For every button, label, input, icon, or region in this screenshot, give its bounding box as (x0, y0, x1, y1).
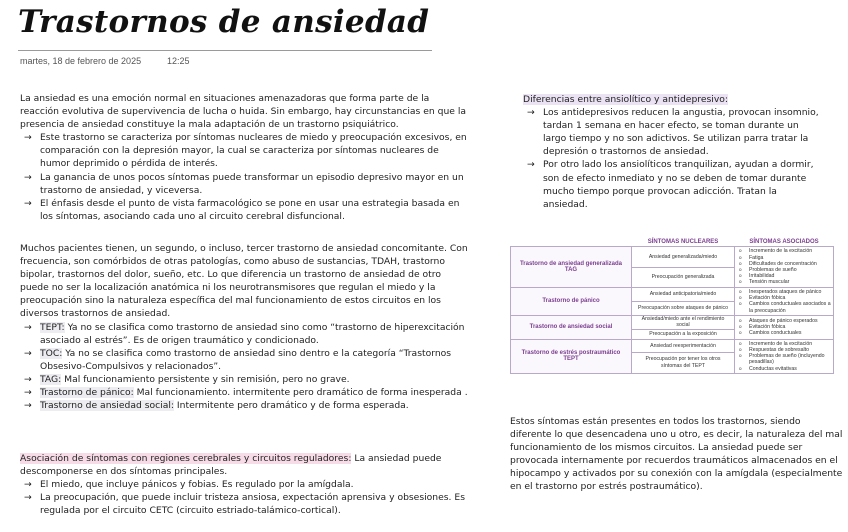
header-nuclear: SÍNTOMAS NUCLEARES (632, 237, 735, 247)
disorder-text: Ya no se clasifica como trastorno de ansiedad sino como “trastorno de hiperexcitación asociado al estrés”. Es de origen traumático y condicionado. (40, 321, 465, 346)
nuclear-cell: Ansiedad anticipatoria/miedo (632, 288, 735, 302)
disorder-text: Mal funcionamiento. intermitente pero dramático de forma inesperada . (133, 387, 468, 399)
intro-bullet-list (20, 131, 468, 223)
disorder-text: Mal funcionamiento persistente y sin remisión, pero no grave. (61, 373, 350, 385)
disorder-item-tept (20, 321, 472, 347)
nuclear-cell: Preocupación a la exposición (632, 329, 735, 339)
nuclear-cell: Preocupación sobre ataques de pánico (632, 301, 735, 315)
assoc-item: o Problemas de sueño (737, 267, 831, 273)
row-label-social: Trastorno de ansiedad social (511, 315, 632, 339)
disorder-term: Trastorno de pánico: (40, 387, 134, 399)
closing-section (510, 415, 844, 494)
intro-paragraph: La ansiedad es una emoción normal en situaciones amenazadoras que forma parte de la reacción evolutiva de supervivencia de lucha o huida. Sin embargo, hay circunstancias en que la presencia de ansiedad constituye la mala adaptación de un trastorno psiquiátrico. (20, 93, 467, 131)
assoc-item: o Respuestas de sobresalto (737, 347, 831, 353)
intro-bullet: → La ganancia de unos pocos síntomas puede transformar un episodio depresivo mayor en un trastorno de ansiedad, y viceversa. (20, 171, 468, 197)
assoc-item: o Cambios conductuales (737, 330, 831, 336)
intro-bullet: → Este trastorno se caracteriza por síntomas nucleares de miedo y preocupación excesivos, en comparación con la depresión mayor, la cual se caracteriza por síntomas nucleares de humor deprimido o pérdida de interés. (20, 131, 468, 170)
assoc-cell (735, 288, 834, 316)
assoc-item: o Evitación fóbica (737, 324, 831, 330)
association-section (20, 452, 468, 517)
disorder-term: TEPT: (40, 321, 65, 333)
association-bullet: → El miedo, que incluye pánicos y fobias. Es regulado por la amígdala. (20, 478, 468, 491)
table-row (511, 339, 834, 352)
differences-bullet: → Los antidepresivos reducen la angustia, provocan insomnio, tardan 1 semana en hacer efecto, se toman durante un largo tiempo y no son adictivos. Se utilizan parra tratar la depresión o trastornos de ansiedad. (523, 106, 823, 158)
assoc-item: o Problemas de sueño (incluyendo pesadillas) (737, 353, 831, 365)
association-paragraph (20, 452, 468, 478)
disorder-item-toc (20, 347, 472, 373)
nuclear-cell: Preocupación generalizada (632, 267, 735, 288)
association-heading: Asociación de síntomas con regiones cerebrales y circuitos reguladores: (20, 453, 352, 464)
row-label-panic: Trastorno de pánico (511, 288, 632, 316)
closing-paragraph: Estos síntomas están presentes en todos los trastornos, siendo diferente lo que desencadena uno u otro, es decir, la naturaleza del mal funcionamiento de los mismos circuitos. La ansiedad puede ser provocada internamente por recuerdos traumáticos almacenados en el hipocampo y activados por su conexión con la amígdala (especialmente en el trastorno por estrés postraumático). (510, 416, 843, 493)
association-bullet: → La preocupación, que puede incluir tristeza ansiosa, expectación aprensiva y obsesiones. Es regulada por el circuito CETC (circuito estriado-talámico-cortical). (20, 491, 468, 517)
assoc-item: o Incremento de la excitación (737, 248, 831, 254)
disorder-term: Trastorno de ansiedad social: (40, 400, 175, 412)
table-header-row (511, 237, 834, 247)
assoc-item: o Inesperados ataques de pánico (737, 289, 831, 295)
assoc-item: o Evitación fóbica (737, 295, 831, 301)
table-row (511, 315, 834, 329)
association-text: La ansiedad puede descomponerse en dos síntomas principales. (20, 453, 442, 478)
page-title: Trastornos de ansiedad (18, 4, 430, 40)
differences-bullet-list (523, 106, 823, 211)
assoc-item: o Incremento de la excitación (737, 341, 831, 347)
assoc-item: o Ataques de pánico esperados (737, 318, 831, 324)
disorder-text: Intermitente pero dramático y de forma esperada. (174, 400, 409, 412)
disorder-item-social (20, 399, 472, 412)
table-row (511, 288, 834, 302)
nuclear-cell: Ansiedad reexperimentación (632, 339, 735, 352)
assoc-cell (735, 247, 834, 288)
assoc-cell (735, 315, 834, 339)
assoc-item: o Irritabilidad (737, 273, 831, 279)
disorder-text: Ya no se clasifica como trastorno de ansiedad sino dentro e la categoría “Trastornos Obsesivo-Compulsivos y relacionados”. (40, 347, 452, 372)
disorder-item-panic (20, 386, 472, 399)
symptoms-table-image (510, 237, 840, 374)
assoc-item: o Conductas evitativas (737, 366, 831, 372)
note-date: martes, 18 de febrero de 2025 (20, 56, 142, 66)
disorder-term: TAG: (40, 373, 62, 385)
symptoms-table (510, 237, 834, 374)
assoc-item: o Cambios conductuales asociados a la preocupación (737, 301, 831, 313)
association-bullet-list (20, 478, 468, 517)
table-row (511, 247, 834, 268)
differences-bullet: → Por otro lado los ansiolíticos tranquilizan, ayudan a dormir, son de efecto inmediato y no se deben de tomar durante mucho tiempo porque provocan adicción. Tratan la ansiedad. (523, 158, 823, 210)
comorbidity-paragraph: Muchos pacientes tienen, un segundo, o incluso, tercer trastorno de ansiedad concomitante. Con frecuencia, son comórbidos de otras patologías, como abuso de sustancias, TDAH, trastorno bipolar, trastornos del dolor, sueño, etc. Lo que diferencia un trastorno de ansiedad de otro puede no ser la localización anatómica ni los neurotransmisores que regulan el miedo y la preocupación sino la naturaleza específica del mal funcionamiento de estos circuitos en los diversos trastornos de ansiedad. (20, 243, 468, 320)
disorder-item-tag (20, 373, 472, 386)
disorder-list (20, 321, 472, 413)
comorbidity-section (20, 242, 472, 412)
header-associated: SÍNTOMAS ASOCIADOS (735, 237, 834, 247)
nuclear-cell: Ansiedad/miedo ante el rendimiento social (632, 315, 735, 329)
intro-section (20, 92, 468, 223)
assoc-item: o Fatiga (737, 255, 831, 261)
differences-section (523, 93, 823, 211)
nuclear-cell: Preocupación por tener los otros síntomas del TEPT (632, 352, 735, 373)
intro-bullet: → El énfasis desde el punto de vista farmacológico se pone en usar una estrategia basada en los síntomas, asociando cada uno al circuito cerebral disfuncional. (20, 197, 468, 223)
assoc-cell (735, 339, 834, 373)
note-time: 12:25 (167, 56, 190, 66)
differences-heading: Diferencias entre ansiolítico y antidepresivo: (523, 94, 728, 105)
row-label-tag: Trastorno de ansiedad generalizada TAG (511, 247, 632, 288)
title-divider (18, 50, 432, 51)
assoc-item: o Dificultades de concentración (737, 261, 831, 267)
row-label-ptsd: Trastorno de estrés postraumático TEPT (511, 339, 632, 373)
disorder-term: TOC: (40, 347, 63, 359)
assoc-item: o Tensión muscular (737, 279, 831, 285)
nuclear-cell: Ansiedad generalizada/miedo (632, 247, 735, 268)
